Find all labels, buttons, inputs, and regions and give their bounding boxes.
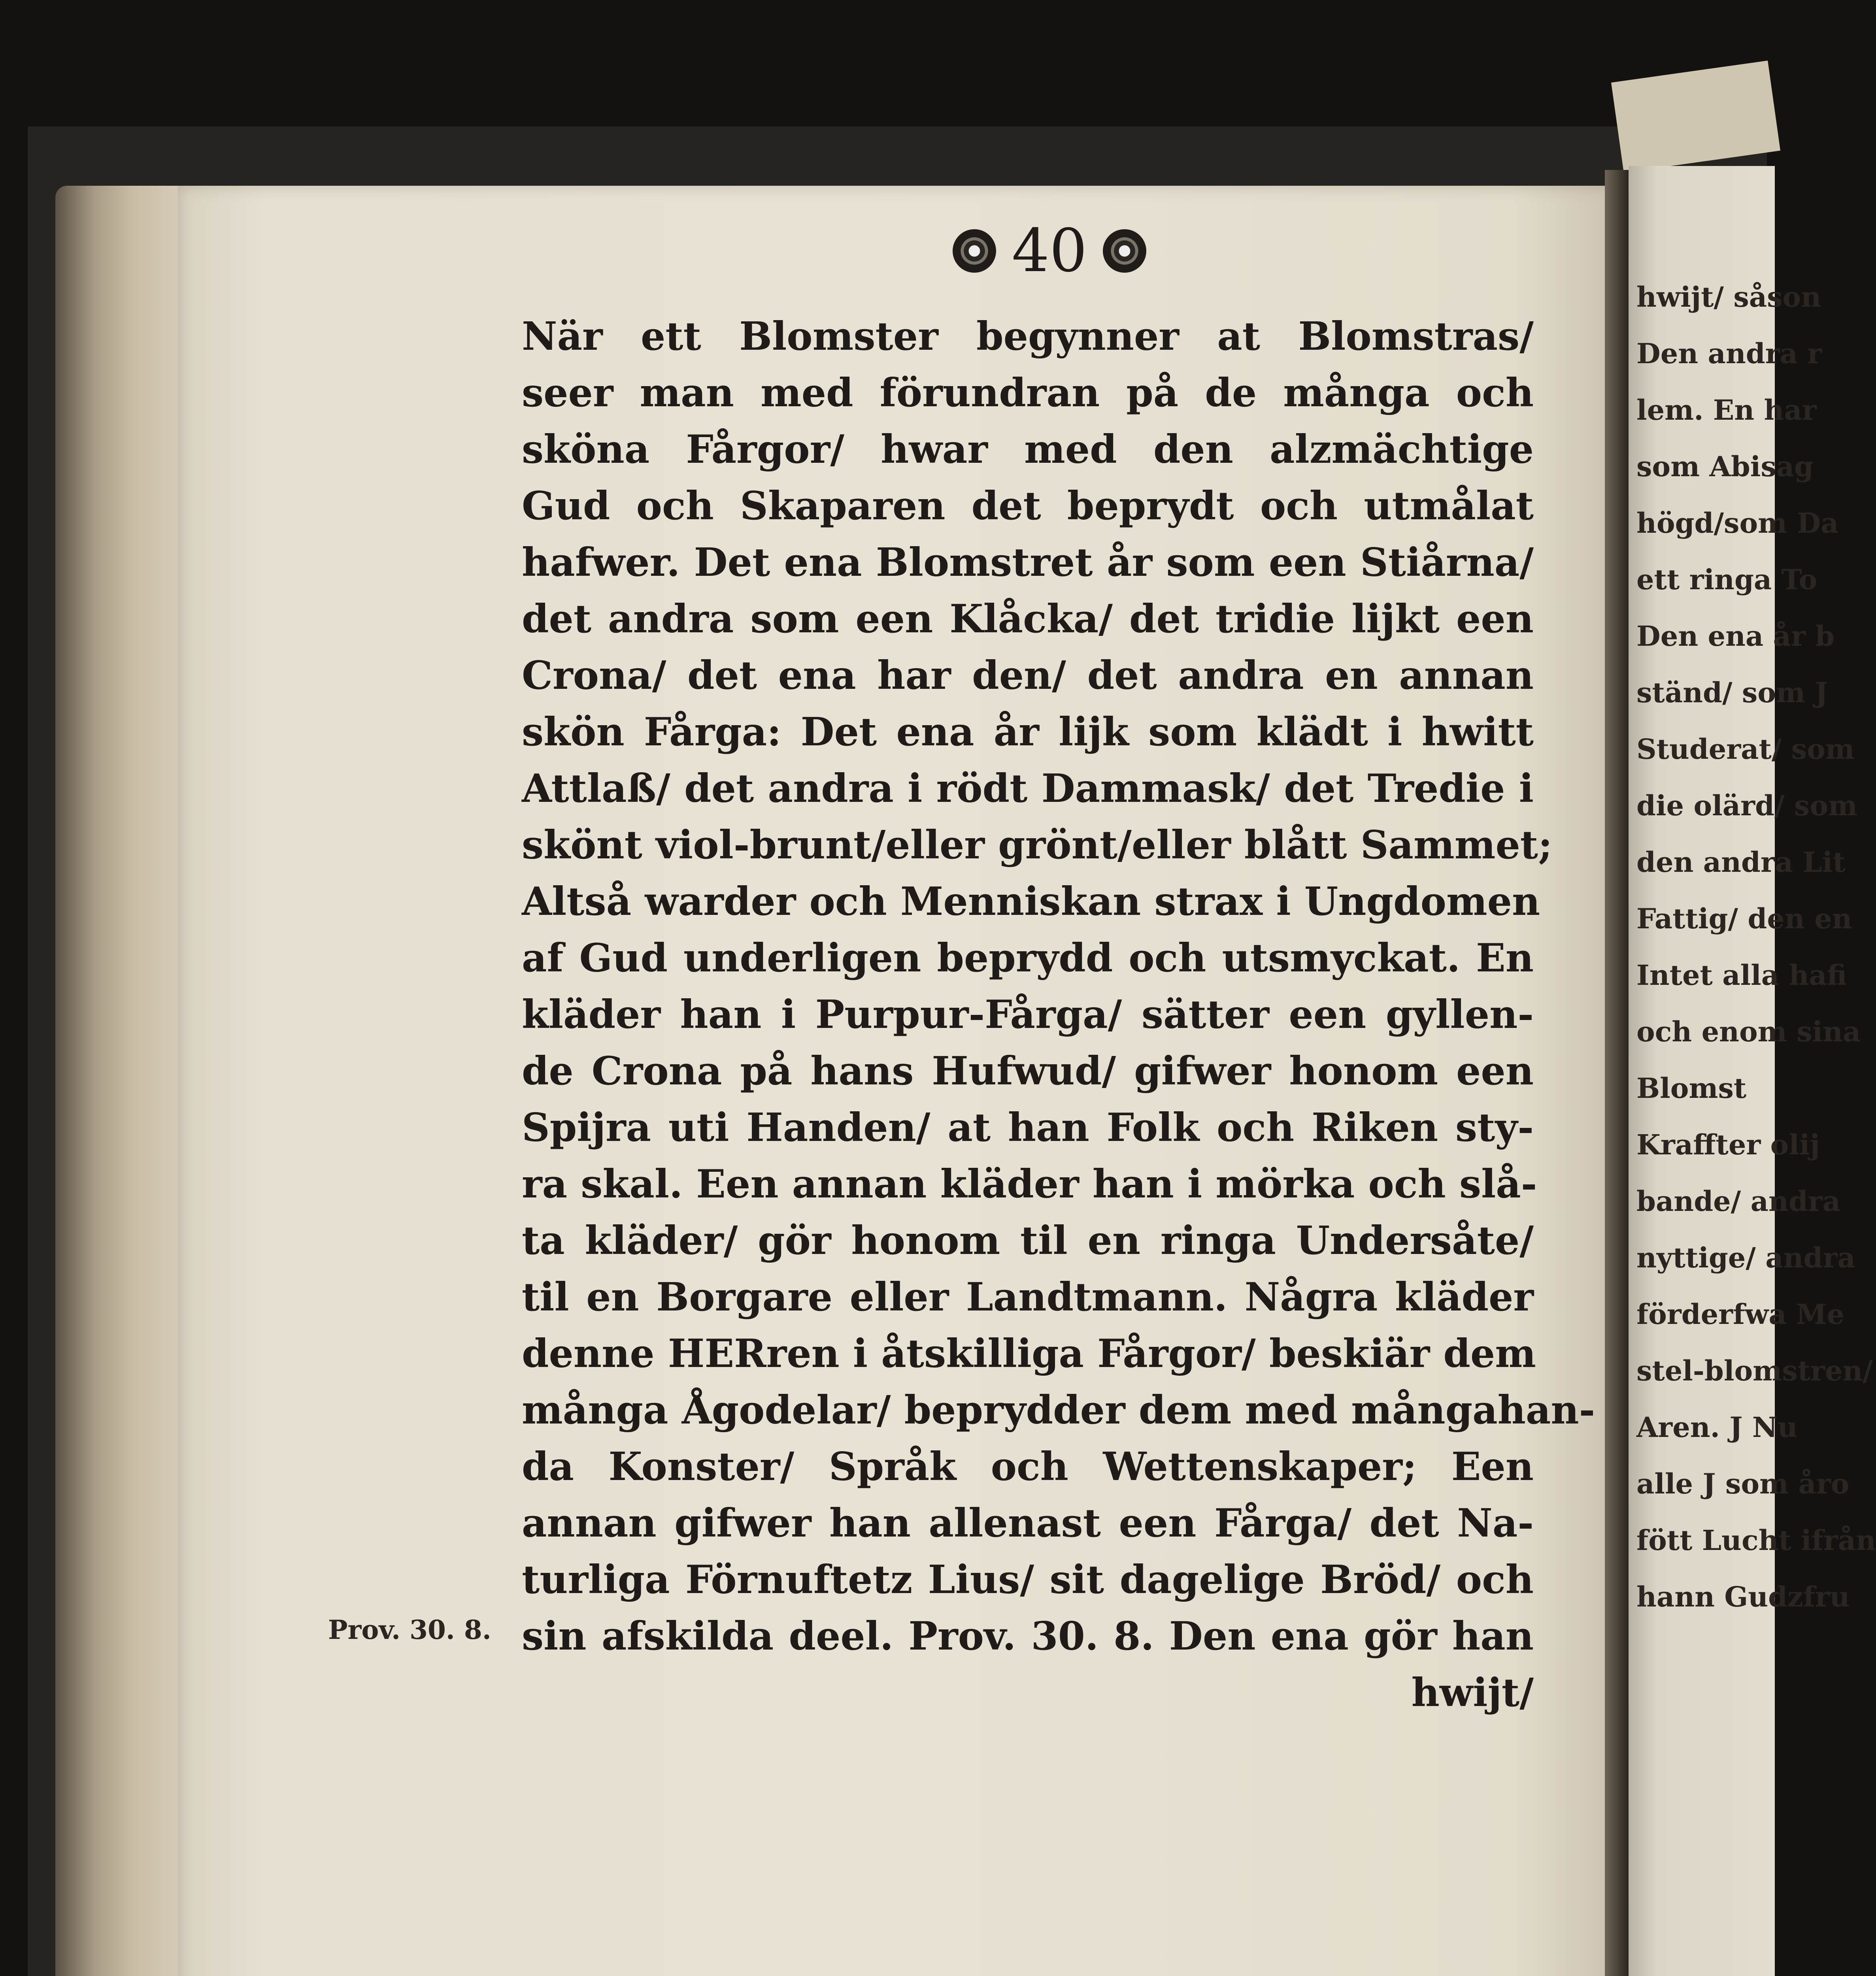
adjacent-text-line: Kraffter olij [1636, 1128, 1820, 1161]
text-line: Gud och Skaparen det beprydt och utmålat [522, 483, 1534, 529]
text-line: sin afskilda deel. Prov. 30. 8. Den ena gör han [522, 1614, 1534, 1659]
adjacent-text-line: stel-blomstren/ [1636, 1354, 1873, 1387]
text-line: ra skal. Een annan kläder han i mörka och slå- [522, 1161, 1537, 1207]
adjacent-text-line: Blomst [1636, 1072, 1747, 1105]
rosette-ornament-icon [1103, 229, 1146, 273]
text-line: seer man med förundran på de många och [522, 370, 1534, 416]
adjacent-text-line: Intet alla hafi [1636, 959, 1847, 992]
adjacent-text-line: Fattig/ den en [1636, 902, 1852, 935]
adjacent-text-line: nyttige/ andra [1636, 1241, 1855, 1274]
text-line: af Gud underligen beprydd och utsmyckat. En [522, 935, 1534, 981]
adjacent-text-line: alle J som åro [1636, 1467, 1850, 1500]
text-line: hwijt/ [1411, 1670, 1534, 1716]
adjacent-page-text [1636, 269, 1876, 1625]
adjacent-text-line: hann Gudzfru [1636, 1580, 1850, 1613]
text-line: Crona/ det ena har den/ det andra en annan [522, 653, 1534, 698]
adjacent-text-line: Den ena år b [1636, 620, 1835, 652]
text-line: det andra som een Klåcka/ det tridie lijkt een [522, 596, 1534, 642]
text-line: Altså warder och Menniskan strax i Ungdomen [522, 879, 1540, 924]
book-page-edges [55, 186, 186, 1976]
adjacent-text-line: Studerat/ som [1636, 733, 1855, 766]
text-line: denne HERren i åtskilliga Fårgor/ beskiär dem [522, 1331, 1536, 1376]
text-line: turliga Förnuftetz Lius/ sit dagelige Bröd/ och [522, 1557, 1534, 1603]
text-line: skönt viol-brunt/eller grönt/eller blått Sammet; [522, 822, 1553, 868]
adjacent-text-line: ständ/ som J [1636, 676, 1828, 709]
adjacent-text-line: die olärd/ som [1636, 789, 1858, 822]
text-line: til en Borgare eller Landtmann. Några kläder [522, 1275, 1534, 1320]
text-line: många Ågodelar/ beprydder dem med mångahan- [522, 1388, 1595, 1433]
text-line: När ett Blomster begynner at Blomstras/ [522, 314, 1534, 359]
adjacent-text-line: Aren. J Nu [1636, 1411, 1798, 1444]
text-line: kläder han i Purpur-Fårga/ sätter een gyllen- [522, 992, 1534, 1037]
adjacent-text-line: fött Lucht ifrån [1636, 1524, 1876, 1557]
adjacent-text-line: hwijt/ såson [1636, 281, 1821, 313]
text-line: sköna Fårgor/ hwar med den alzmächtige [522, 427, 1534, 472]
adjacent-text-line: ett ringa To [1636, 563, 1817, 596]
rosette-ornament-icon [953, 229, 996, 273]
text-line: Attlaß/ det andra i rödt Dammask/ det Tredie i [522, 766, 1534, 811]
text-line: skön Fårga: Det ena år lijk som klädt i hwitt [522, 709, 1534, 755]
text-line: de Crona på hans Hufwud/ gifwer honom een [522, 1048, 1534, 1094]
adjacent-text-line: bande/ andra [1636, 1185, 1841, 1218]
page-body-text [522, 308, 1595, 1721]
text-line: Spijra uti Handen/ at han Folk och Riken sty- [522, 1105, 1534, 1150]
text-line: da Konster/ Språk och Wettenskaper; Een [522, 1444, 1534, 1490]
page-header [921, 217, 1178, 285]
text-line: ta kläder/ gör honom til en ringa Undersåte/ [522, 1218, 1534, 1263]
text-line: hafwer. Det ena Blomstret år som een Stiårna/ [522, 540, 1534, 585]
text-line: annan gifwer han allenast een Fårga/ det Na- [522, 1501, 1534, 1546]
adjacent-text-line: Den andra r [1636, 337, 1822, 370]
margin-note: Prov. 30. 8. [328, 1614, 491, 1645]
adjacent-text-line: högd/som Da [1636, 507, 1839, 539]
adjacent-text-line: som Abisag [1636, 450, 1814, 483]
page-number: 40 [1012, 217, 1087, 285]
adjacent-text-line: lem. En har [1636, 394, 1817, 426]
adjacent-text-line: och enom sina [1636, 1015, 1861, 1048]
adjacent-text-line: den andra Lit [1636, 846, 1846, 879]
adjacent-text-line: förderfwa Me [1636, 1298, 1845, 1331]
